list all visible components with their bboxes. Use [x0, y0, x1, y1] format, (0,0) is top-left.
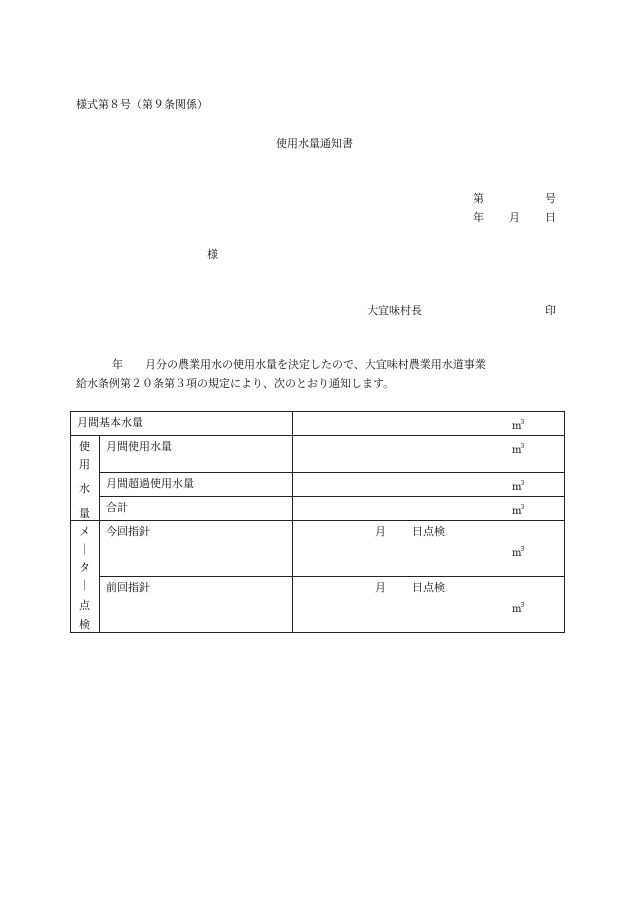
cubic-meter-unit: $m^3$ — [512, 443, 525, 456]
meter-group-char: ｜ — [79, 543, 90, 556]
current-inspection-day-label: 日点検 — [412, 525, 445, 538]
usage-group-char: 量 — [79, 507, 90, 520]
excess-usage-label: 月間超過使用水量 — [106, 477, 194, 490]
cubic-meter-unit: $m^3$ — [512, 419, 525, 432]
current-reading-label-cell — [100, 521, 293, 577]
addressee-suffix: 様 — [207, 248, 218, 261]
monthly-usage-label-cell — [100, 436, 293, 473]
table-row — [71, 497, 565, 521]
previous-month-label: 月 — [375, 581, 386, 594]
excess-usage-label-cell — [100, 473, 293, 497]
basic-volume-label-cell — [71, 412, 293, 436]
date-month: 月 — [509, 211, 520, 224]
total-label: 合計 — [106, 501, 128, 514]
date-year: 年 — [473, 211, 484, 224]
usage-group-char: 使 — [79, 440, 90, 453]
current-reading-value-cell — [293, 521, 565, 577]
cubic-meter-unit: $m^3$ — [512, 602, 525, 615]
basic-volume-label: 月間基本水量 — [77, 416, 143, 429]
seal-mark: 印 — [545, 304, 556, 317]
table-row — [71, 473, 565, 497]
usage-group-char: 用 — [79, 458, 90, 471]
total-label-cell — [100, 497, 293, 521]
meter-group-cell — [71, 521, 100, 633]
current-month-label: 月 — [375, 525, 386, 538]
table-row — [71, 521, 565, 577]
date-day: 日 — [545, 211, 556, 224]
meter-group-char: タ — [79, 561, 90, 574]
meter-group-char: 点 — [79, 599, 90, 612]
usage-group-char: 水 — [79, 482, 90, 495]
total-value-cell — [293, 497, 565, 521]
doc-number-dai: 第 — [473, 192, 484, 205]
cubic-meter-unit: $m^3$ — [512, 480, 525, 493]
current-reading-label: 今回指針 — [106, 525, 150, 538]
form-number: 様式第８号（第９条関係） — [76, 98, 208, 111]
table-row — [71, 412, 565, 436]
table-row — [71, 436, 565, 473]
meter-group-char: メ — [79, 525, 90, 538]
cubic-meter-unit: $m^3$ — [512, 504, 525, 517]
previous-reading-value-cell — [293, 577, 565, 633]
previous-reading-label: 前回指針 — [106, 581, 150, 594]
table-row — [71, 577, 565, 633]
excess-usage-value-cell — [293, 473, 565, 497]
basic-volume-value-cell — [293, 412, 565, 436]
cubic-meter-unit: $m^3$ — [512, 546, 525, 559]
previous-reading-label-cell — [100, 577, 293, 633]
meter-group-char: ｜ — [79, 579, 90, 592]
issuer-name: 大宜味村長 — [367, 304, 422, 317]
monthly-usage-value-cell — [293, 436, 565, 473]
document-title: 使用水量通知書 — [276, 137, 353, 150]
body-line-2: 給水条例第２０条第３項の規定により、次のとおり通知します。 — [76, 377, 395, 390]
previous-inspection-day-label: 日点検 — [412, 581, 445, 594]
monthly-usage-label: 月間使用水量 — [106, 440, 172, 453]
body-line-1: 年 月分の農業用水の使用水量を決定したので、大宜味村農業用水道事業 — [112, 358, 486, 371]
meter-group-char: 検 — [79, 618, 90, 631]
water-usage-table — [70, 411, 565, 633]
doc-number-go: 号 — [545, 192, 556, 205]
usage-group-cell — [71, 436, 100, 521]
